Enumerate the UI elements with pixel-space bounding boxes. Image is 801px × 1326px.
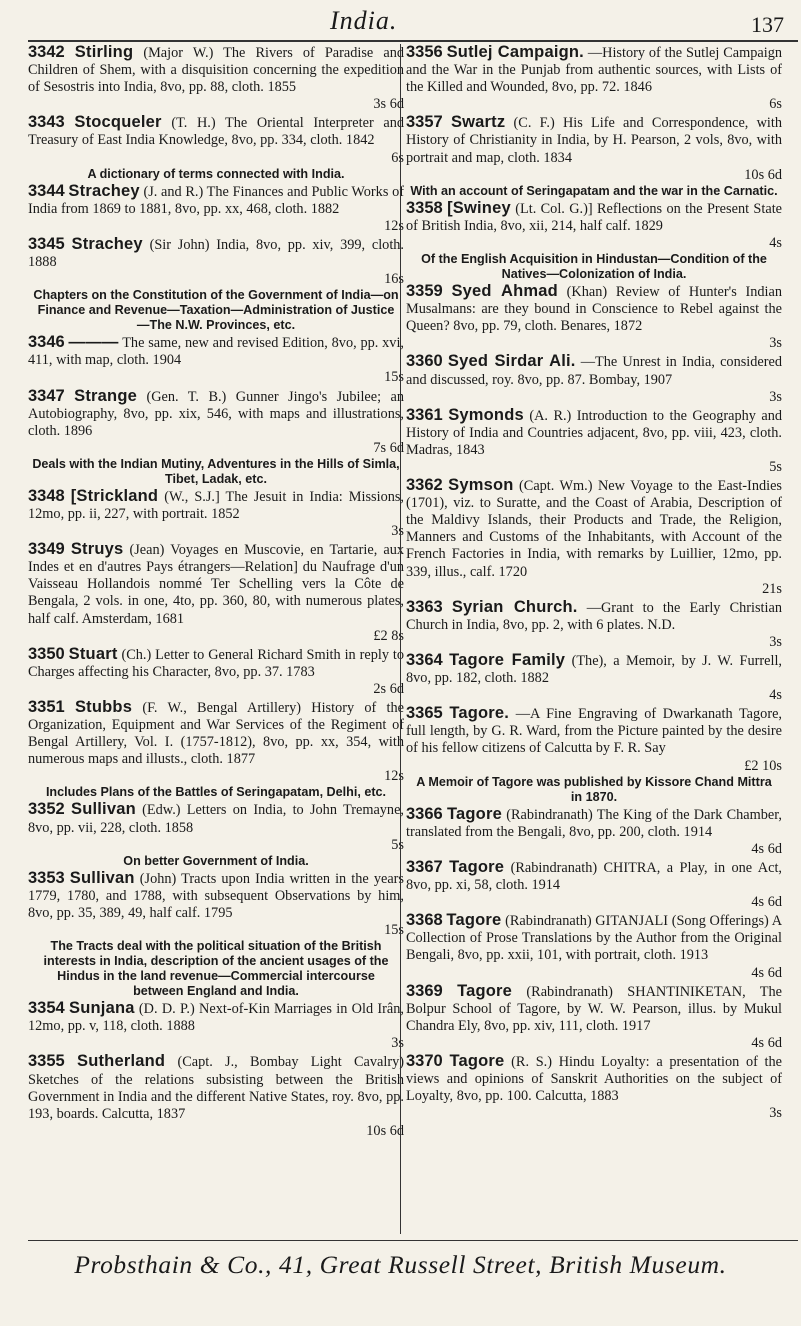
entry-name: Symonds [448, 405, 524, 424]
entry-number: 3355 [28, 1052, 65, 1071]
catalogue-entry [406, 283, 782, 352]
entry-number: 3350 [28, 644, 65, 663]
entry-description: (Jean) Voyages en Muscovie, en Tartarie, aux Indes et en d'autres Pays étrangers—Relation] du Naufrage d'un Vaisseau Hollandois nommé Ter Schelling vers la Côte de Bengala, 2 vols. in one, 4to, pp. 360, 80, with numerous plates, half calf. Amsterdam, 1681 [28, 542, 404, 627]
entry-price: 5s [391, 836, 404, 853]
entry-name: Tagore. [449, 704, 510, 723]
entry-name: Symson [448, 476, 514, 495]
entry-number: 3359 [406, 282, 443, 301]
entry-price: 3s [769, 1105, 782, 1122]
entry-price: 3s [769, 335, 782, 352]
entry-price: 4s 6d [751, 894, 782, 911]
entry-number: 3362 [406, 476, 443, 495]
catalogue-entry [406, 477, 782, 598]
entry-description: The same, new and revised Edition, 8vo, pp. xvi, 411, with map, cloth. 1904 [28, 335, 404, 369]
entry-number: 3353 [28, 868, 65, 887]
entry-name: Sullivan [69, 868, 135, 887]
entry-name: Syed Ahmad [451, 282, 558, 301]
entry-description: (Rabindranath) CHITRA, a Play, in one Act, 8vo, pp. xi, 58, cloth. 1914 [406, 859, 782, 894]
entry-number: 3361 [406, 405, 443, 424]
entry-description: (C. F.) His Life and Correspondence, with History of Christianity in India, by H. Pearson, 2 vols, 8vo, with portrait and map, cloth. 1834 [406, 115, 782, 166]
column-divider [400, 44, 401, 1234]
entry-text [28, 236, 404, 288]
entry-note: A Memoir of Tagore was published by Kissore Chand Mittra in 1870. [416, 774, 772, 804]
entry-price: 6s [769, 96, 782, 113]
entry-text [406, 806, 782, 858]
catalogue-entry [406, 407, 782, 476]
entry-text [28, 801, 404, 853]
entry-text [28, 541, 404, 645]
entry-description: (T. H.) The Oriental Interpreter and Treasury of East India Knowledge, 8vo, pp. 334, cloth. 1842 [28, 115, 404, 149]
entry-number: 3347 [28, 386, 65, 405]
entry-price: 5s [769, 458, 782, 475]
entry-name: Tagore [457, 981, 513, 1000]
entry-price: 4s 6d [751, 964, 782, 981]
entry-description: (Rabindranath) GITANJALI (Song Offerings) A Collection of Prose Translations by the Author from the Original Bengali, 8vo, pp. xxii, 101, with portrait, cloth. 1913 [406, 913, 782, 964]
entry-price: 21s [762, 580, 782, 597]
entry-number: 3345 [28, 234, 65, 253]
entry-name: Tagore [449, 1051, 505, 1070]
entry-name: Tagore [446, 804, 502, 823]
page-header [0, 4, 801, 38]
entry-name: Strachey [71, 234, 143, 253]
entry-name: [Strickland [70, 486, 159, 505]
entry-price: 6s [391, 149, 404, 166]
entry-name: Strange [74, 386, 137, 405]
bottom-rule [28, 1240, 798, 1241]
entry-price: 3s [769, 633, 782, 650]
entry-description: (F. W., Bengal Artillery) History of the Organization, Equipment and War Services of the Regiment of Bengal Artillery, Vol. I. (1757-1812), 8vo, pp. xx, 354, with numerous maps and illusts., cloth. 1877 [28, 700, 404, 768]
entry-text [406, 407, 782, 476]
entry-name: Stuart [68, 644, 118, 663]
entry-text [28, 646, 404, 698]
entry-text [406, 114, 782, 183]
entry-name: Strachey [68, 181, 140, 200]
entry-price: 16s [384, 271, 404, 288]
entry-name: [Swiney [447, 198, 511, 217]
top-rule [28, 40, 798, 42]
entry-price: 15s [384, 922, 404, 939]
catalogue-column-right [406, 44, 782, 1236]
entry-number: 3352 [28, 800, 65, 819]
entry-description: —History of the Sutlej Campaign and the War in the Punjab from authentic sources, with Lists of the Killed and Wounded, 8vo, pp. 72. 1846 [406, 45, 782, 96]
entry-price: 7s 6d [373, 439, 404, 456]
entry-text [28, 334, 404, 386]
catalogue-entry [406, 200, 782, 282]
entry-description: (Lt. Col. G.)] Reflections on the Present State of British India, 8vo, xii, 214, half calf. 1829 [406, 200, 782, 234]
entry-name: ——— [68, 333, 119, 352]
entry-description: (Capt. Wm.) New Voyage to the East-Indies (1701), viz. to Suratte, and the Coast of Arabia, Description of the Maldivy Islands, their Products and Trade, the Religion, Manners and Customs of the Inhabitants, with Account of the French Factories in India, with remarks by Luillier, 12mo, pp. 339, illus., calf. 1720 [406, 478, 782, 580]
entry-name: Tagore [449, 857, 505, 876]
entry-description: (D. D. P.) Next-of-Kin Marriages in Old Irân, 12mo, pp. v, 118, cloth. 1888 [28, 1001, 404, 1035]
entry-number: 3357 [406, 113, 443, 132]
catalogue-column-left [28, 44, 404, 1236]
entry-text [28, 699, 404, 785]
entry-text [406, 477, 782, 598]
catalogue-entry [406, 44, 782, 113]
entry-name: Sunjana [69, 999, 135, 1018]
entry-number: 3348 [28, 486, 65, 505]
entry-price: 4s [769, 687, 782, 704]
entry-number: 3358 [406, 198, 443, 217]
catalogue-entry [406, 1053, 782, 1122]
catalogue-entry [406, 353, 782, 405]
catalogue-entry [28, 699, 404, 800]
entry-price: 3s [391, 523, 404, 540]
entry-text [406, 652, 782, 704]
entry-description: (Sir John) India, 8vo, pp. xiv, 399, cloth. 1888 [28, 236, 404, 271]
entry-note: The Tracts deal with the political situation of the British interests in India, description of the ancient usages of the Hindus in the land revenue—Commercial intercourse between England and India. [43, 939, 389, 999]
entry-text [28, 870, 404, 939]
page-number: 137 [751, 12, 784, 37]
entry-name: Stocqueler [74, 113, 162, 132]
catalogue-entry [406, 705, 782, 804]
entry-text [406, 859, 782, 911]
entry-number: 3360 [406, 352, 443, 371]
entry-number: 3351 [28, 698, 65, 716]
entry-text [28, 114, 404, 166]
entry-text [406, 983, 782, 1052]
entry-text [406, 353, 782, 405]
entry-description: (Rabindranath) The King of the Dark Chamber, translated from the Bengali, 8vo, pp. 200, cloth. 1914 [406, 806, 782, 840]
entry-text [28, 44, 404, 113]
catalogue-entry [28, 801, 404, 868]
entry-note: A dictionary of terms connected with India. [87, 166, 345, 181]
catalogue-entry [28, 541, 404, 645]
entry-note: With an account of Seringapatam and the war in the Carnatic. [410, 183, 778, 198]
entry-description: (Capt. J., Bombay Light Cavalry) Sketches of the relations subsisting between the British Government in India and the different Native States, roy. 8vo, pp. 193, boards. Calcutta, 1837 [28, 1054, 404, 1122]
entry-price: 4s [769, 234, 782, 251]
entry-text [406, 1053, 782, 1122]
entry-description: (Edw.) Letters on India, to John Tremayne, 8vo, pp. vii, 228, cloth. 1858 [28, 802, 404, 836]
publisher-imprint: Probsthain & Co., 41, Great Russell Street, British Museum. [74, 1250, 727, 1279]
catalogue-entry [28, 1053, 404, 1139]
entry-number: 3367 [406, 857, 443, 876]
entry-number: 3346 [28, 333, 65, 352]
catalogue-entry [28, 44, 404, 113]
catalogue-entry [406, 912, 782, 981]
catalogue-entry [28, 870, 404, 999]
catalogue-entry [28, 183, 404, 235]
entry-note: On better Government of India. [123, 853, 309, 868]
entry-number: 3354 [28, 999, 65, 1018]
entry-number: 3356 [406, 44, 443, 61]
entry-price: 10s 6d [366, 1122, 404, 1139]
entry-text [406, 283, 782, 352]
entry-name: Syed Sirdar Ali. [447, 352, 576, 371]
entry-name: Tagore [446, 911, 502, 930]
entry-name: Syrian Church. [451, 597, 578, 616]
entry-number: 3343 [28, 113, 65, 132]
catalogue-entry [28, 488, 404, 540]
entry-note: Of the English Acquisition in Hindustan—Condition of the Natives—Colonization of India. [421, 252, 767, 282]
running-head: India. [330, 6, 398, 35]
entry-name: Swartz [450, 113, 506, 132]
catalogue-entry [406, 983, 782, 1052]
entry-note: Deals with the Indian Mutiny, Adventures in the Hills of Simla, Tibet, Ladak, etc. [32, 456, 400, 486]
entry-number: 3369 [406, 981, 443, 1000]
entry-text [406, 599, 782, 651]
entry-price: 3s [769, 388, 782, 405]
entry-number: 3365 [406, 704, 443, 723]
entry-name: Tagore Family [449, 651, 566, 669]
entry-price: 15s [384, 369, 404, 386]
catalogue-entry [406, 859, 782, 911]
catalogue-entry [28, 114, 404, 181]
catalogue-entry [28, 334, 404, 386]
entry-number: 3344 [28, 181, 65, 200]
entry-text [28, 388, 404, 457]
entry-name: Sutlej Campaign. [446, 44, 584, 61]
catalogue-entry [28, 1000, 404, 1052]
entry-price: 4s 6d [751, 1034, 782, 1051]
entry-number: 3349 [28, 540, 65, 559]
entry-description: (John) Tracts upon India written in the years 1779, 1780, and 1788, with subsequent Observations by him, 8vo, pp. 35, 389, 49, half calf. 1795 [28, 870, 404, 921]
entry-name: Sutherland [76, 1052, 166, 1071]
entry-description: (The), a Memoir, by J. W. Furrell, 8vo, pp. 182, cloth. 1882 [406, 653, 782, 687]
entry-note: Chapters on the Constitution of the Government of India—on Finance and Revenue—Taxation—Administration of Justice—The N.W. Provinces, etc. [33, 288, 399, 333]
entry-note: Includes Plans of the Battles of Seringapatam, Delhi, etc. [45, 785, 387, 800]
entry-number: 3364 [406, 651, 443, 669]
entry-description: (Gen. T. B.) Gunner Jingo's Jubilee; an Autobiography, 8vo, pp. xix, 546, with maps and illustrations, cloth. 1896 [28, 388, 404, 439]
entry-text [406, 44, 782, 113]
entry-description: —The Unrest in India, considered and discussed, roy. 8vo, pp. 87. Bombay, 1907 [406, 354, 782, 388]
entry-number: 3363 [406, 597, 443, 616]
entry-number: 3366 [406, 804, 443, 823]
catalogue-entry [406, 652, 782, 704]
entry-name: Stirling [74, 44, 134, 61]
entry-name: Struys [70, 540, 124, 559]
entry-price: 12s [384, 217, 404, 234]
entry-price: 12s [384, 768, 404, 785]
entry-number: 3370 [406, 1051, 443, 1070]
entry-description: (A. R.) Introduction to the Geography and History of India and Countries adjacent, 8vo, pp. viii, 423, cloth. Madras, 1843 [406, 407, 782, 458]
entry-name: Sullivan [71, 800, 136, 819]
entry-description: (Rabindranath) SHANTINIKETAN, The Bolpur School of Tagore, by W. W. Pearson, illus. by Mukul Chandra Ely, 8vo, pp. xiv, 111, cloth. 1917 [406, 983, 782, 1034]
entry-price: £2 8s [373, 627, 404, 644]
entry-number: 3342 [28, 44, 65, 61]
entry-price: 3s 6d [373, 96, 404, 113]
entry-description: —Grant to the Early Christian Church in India, 8vo, pp. 2, with 6 plates. N.D. [406, 599, 782, 633]
entry-description: (W., S.J.] The Jesuit in India: Missions, 12mo, pp. ii, 227, with portrait. 1852 [28, 488, 404, 522]
entry-description: (J. and R.) The Finances and Public Works of India from 1869 to 1881, 8vo, pp. xx, 468, cloth. 1882 [28, 183, 404, 217]
entry-number: 3368 [406, 911, 443, 930]
entry-price: 2s 6d [373, 680, 404, 697]
entry-text [28, 488, 404, 540]
entry-price: £2 10s [744, 757, 782, 774]
entry-name: Stubbs [74, 698, 133, 716]
catalogue-entry [406, 114, 782, 198]
catalogue-entry [28, 388, 404, 487]
entry-description: —A Fine Engraving of Dwarkanath Tagore, full length, by G. R. Ward, from the Picture painted by the desire of his fellow citizens of Calcutta by F. R. Say [406, 706, 782, 757]
catalogue-entry [28, 236, 404, 333]
entry-description: (Major W.) The Rivers of Paradise and Children of Shem, with a disquisition concerning the expedition of Sesostris into India, 8vo, pp. 88, cloth. 1855 [28, 45, 404, 96]
entry-text [28, 1053, 404, 1139]
entry-text [406, 200, 782, 252]
entry-text [406, 912, 782, 981]
entry-text [28, 1000, 404, 1052]
entry-description: (R. S.) Hindu Loyalty: a presentation of the views and opinions of Sanskrit Authorities on the subject of Loyalty, 8vo, pp. 100. Calcutta, 1883 [406, 1053, 782, 1105]
entry-price: 3s [391, 1035, 404, 1052]
catalogue-entry [406, 599, 782, 651]
catalogue-entry [28, 646, 404, 698]
entry-text [406, 705, 782, 774]
entry-description: (Khan) Review of Hunter's Indian Musalmans: are they bound in Conscience to Rebel against the Queen? 8vo, pp. 79, cloth. Benares, 1872 [406, 284, 782, 335]
catalogue-entry [406, 806, 782, 858]
entry-description: (Ch.) Letter to General Richard Smith in reply to Charges affecting his Character, 8vo, pp. 37. 1783 [28, 646, 404, 680]
entry-price: 10s 6d [744, 166, 782, 183]
entry-text [28, 183, 404, 235]
entry-price: 4s 6d [751, 840, 782, 857]
